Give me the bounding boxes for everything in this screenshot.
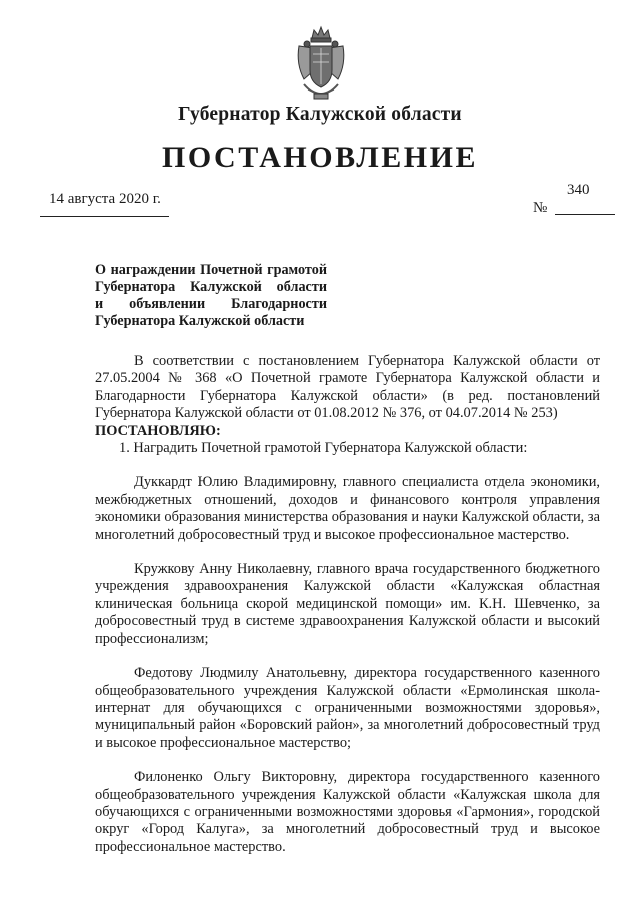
number-underline [555, 214, 615, 215]
coat-of-arms-emblem [294, 24, 348, 102]
document-type-title: ПОСТАНОВЛЕНИЕ [162, 141, 478, 174]
preamble-paragraph: В соответствии с постановлением Губернатора Калужской области от 27.05.2004 № 368 «О Почетной грамоте Губернатора Калужской области и Благодарности Губернатора Калужской области» (в ред. постановлений Губернатора Калужской области от 01.08.2012 № 376, от 04.07.2014 № 253) [95, 353, 600, 422]
item-1-paragraph: 1. Наградить Почетной грамотой Губернатора Калужской области: [119, 440, 528, 457]
subject-line: Губернатора Калужской области [95, 279, 327, 295]
document-body [95, 353, 600, 856]
awardee-paragraph: Федотову Людмилу Анатольевну, директора государственного казенного общеобразовательного учреждения Калужской области «Ермолинская школа-интернат для обучающихся с ограниченными возможностями здоровья», муниципальный район «Боровский район», за многолетний добросовестный труд и высокое профессиональное мастерство; [95, 665, 600, 751]
document-subject [95, 262, 327, 330]
document-number: 340 [567, 182, 590, 198]
awardee-paragraph: Кружкову Анну Николаевну, главного врача государственного бюджетного учреждения здравоохранения Калужской области «Калужская областная клиническая больница скорой медицинской помощи» им. К.Н. Шевченко, за добросовестный труд в системе здравоохранения Калужской области и высокий профессионализм; [95, 561, 600, 647]
issuing-authority: Губернатор Калужской области [178, 104, 462, 125]
resolve-heading: ПОСТАНОВЛЯЮ: [95, 422, 221, 439]
subject-line: О награждении Почетной грамотой [95, 262, 327, 278]
subject-line: Губернатора Калужской области [95, 313, 305, 329]
date-underline [40, 216, 169, 217]
number-sign: № [533, 200, 548, 216]
subject-line: и объявлении Благодарности [95, 296, 327, 312]
document-date: 14 августа 2020 г. [49, 191, 161, 207]
awardee-paragraph: Филоненко Ольгу Викторовну, директора государственного казенного общеобразовательного учреждения Калужской области «Калужская школа для обучающихся с ограниченными возможностями здоровья «Гармония», городской округ «Город Калуга», за многолетний добросовестный труд и высокое профессиональное мастерство. [95, 769, 600, 855]
awardee-paragraph: Дуккардт Юлию Владимировну, главного специалиста отдела экономики, межбюджетных отношений, доходов и финансового контроля управления экономики образования министерства образования и науки Калужской области, за многолетний добросовестный труд и высокое профессиональное мастерство. [95, 474, 600, 543]
